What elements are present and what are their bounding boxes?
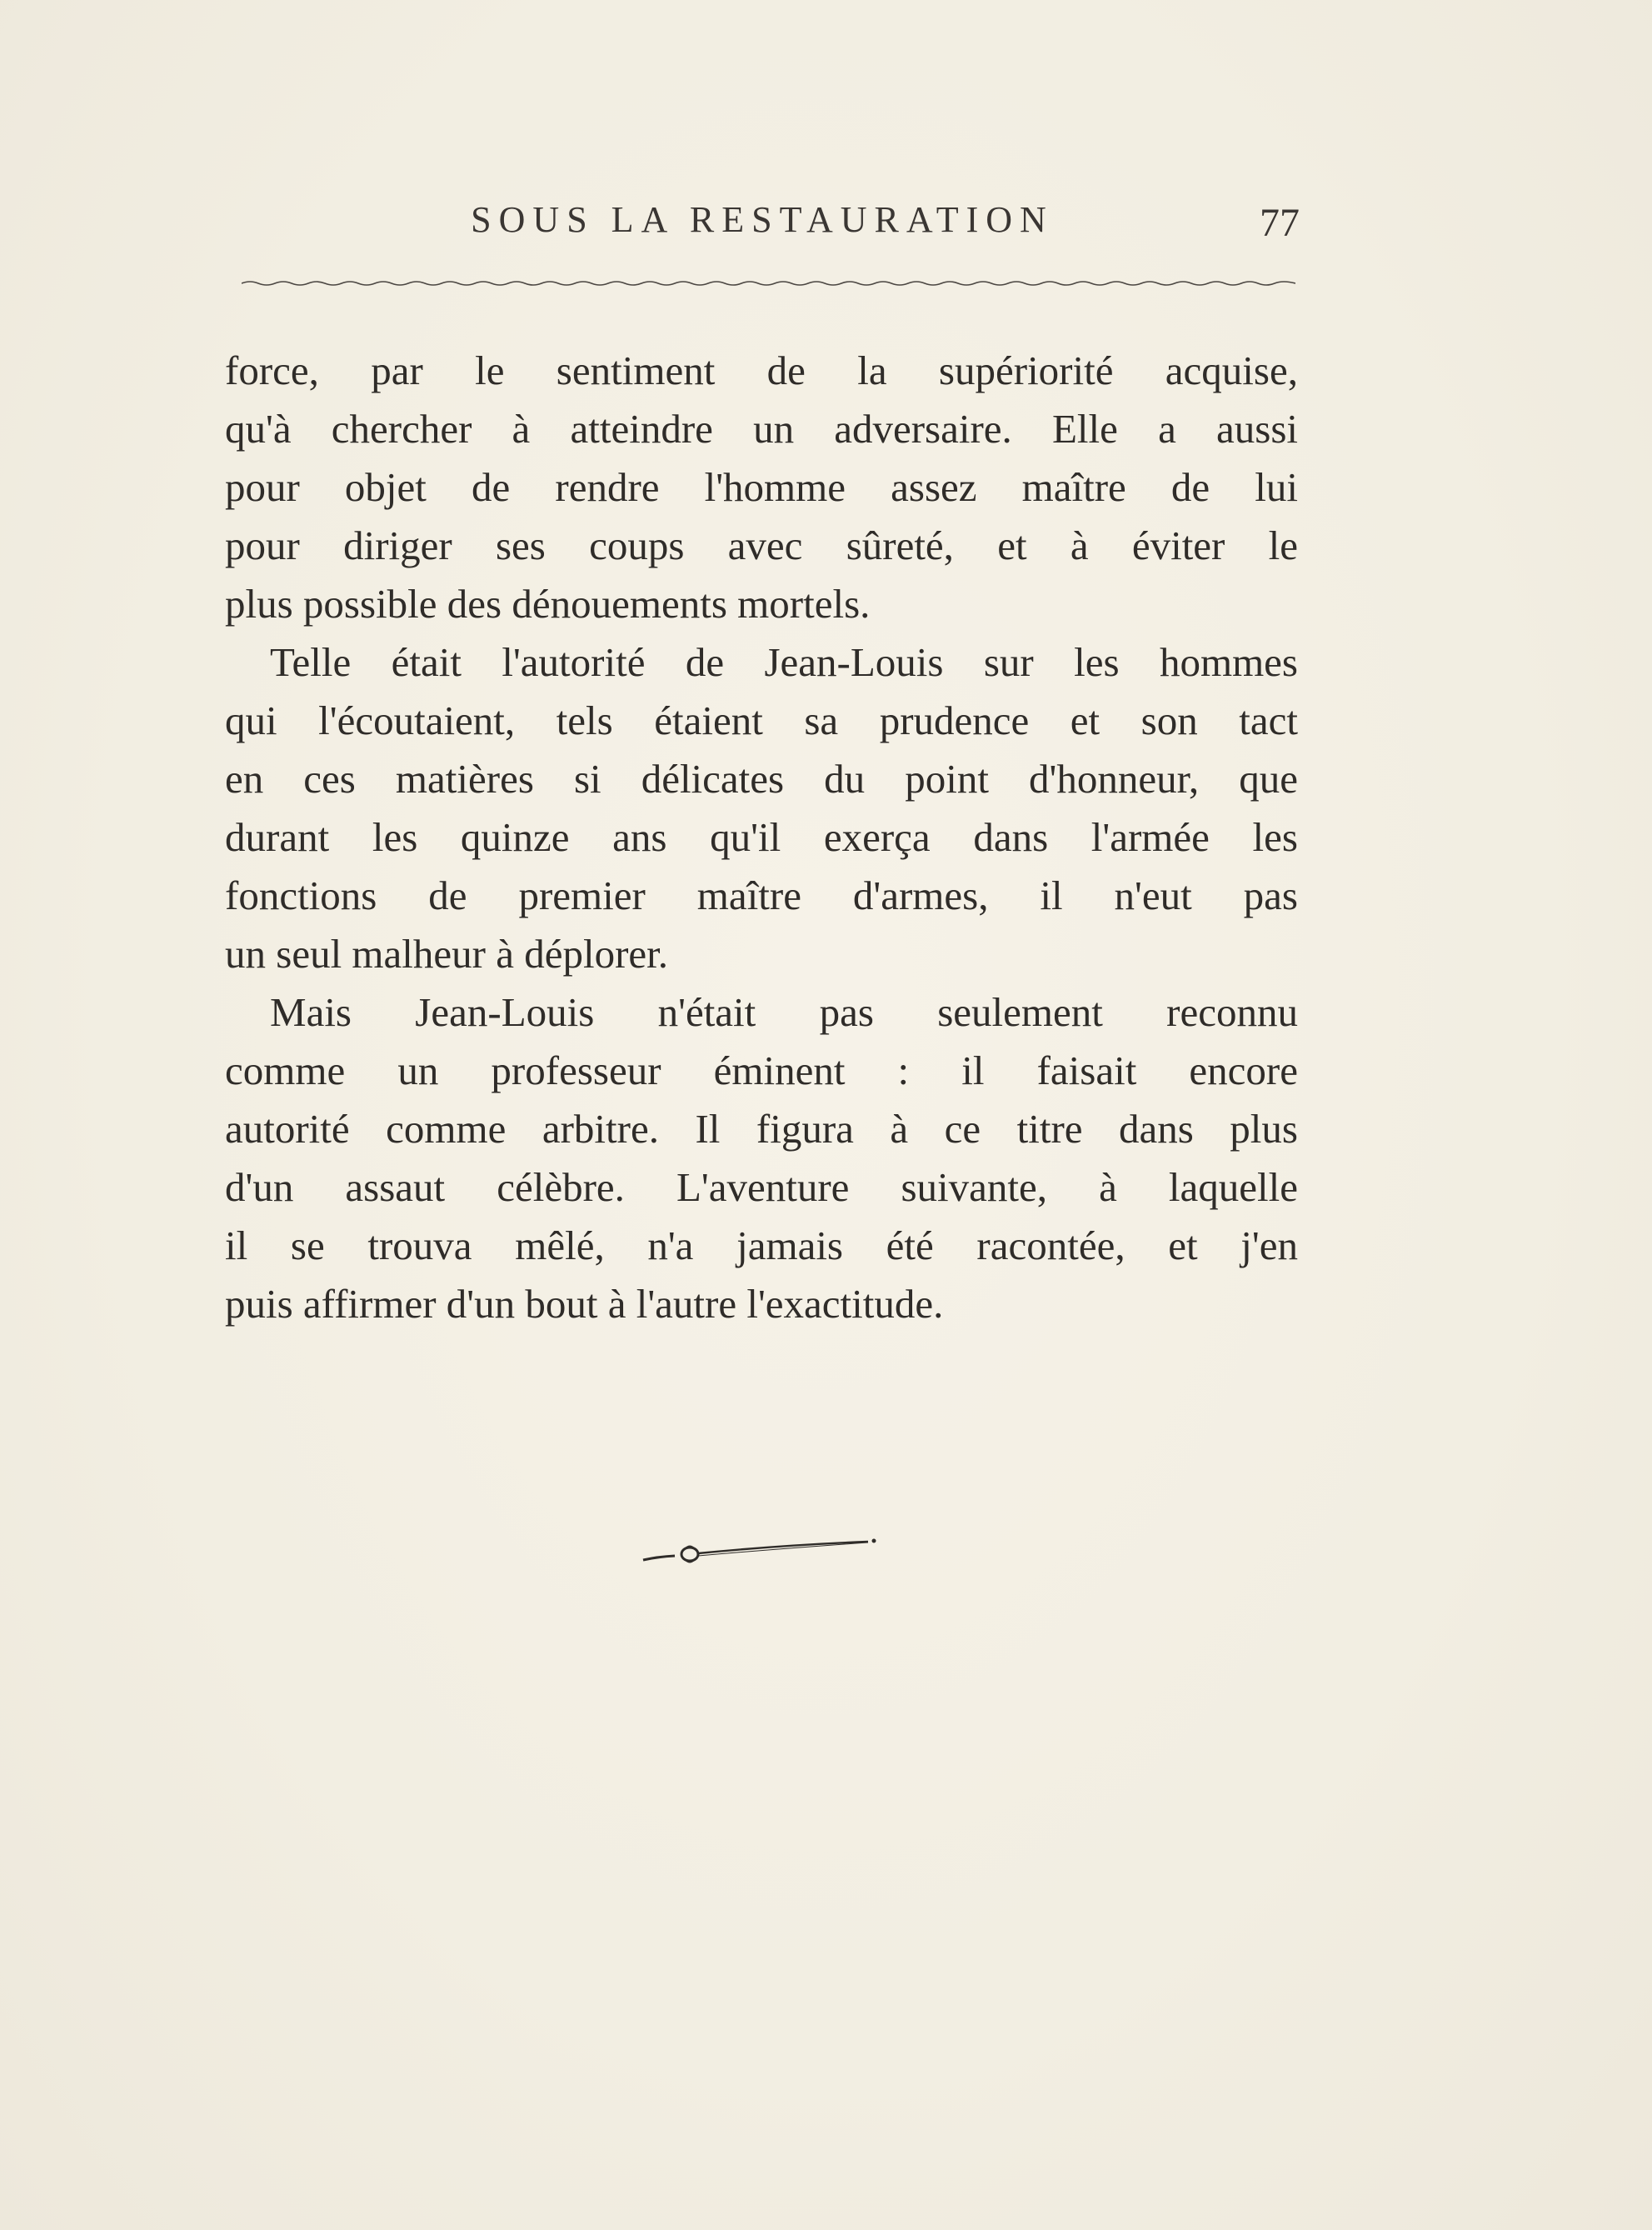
text-line: force, par le sentiment de la supériorité acquise,: [225, 348, 1298, 393]
text-line: Mais Jean-Louis n'était pas seulement reconnu: [270, 989, 1298, 1035]
tailpiece-ornament-icon: [641, 1532, 883, 1573]
page-number: 77: [1260, 201, 1300, 245]
text-line: puis affirmer d'un bout à l'autre l'exactitude.: [225, 1281, 944, 1327]
text-line: d'un assaut célèbre. L'aventure suivante, à laquelle: [225, 1164, 1298, 1210]
paragraph-1: [225, 342, 1298, 633]
text-line: fonctions de premier maître d'armes, il n'eut pas: [225, 872, 1298, 918]
body-text: [225, 342, 1298, 1333]
text-line: plus possible des dénouements mortels.: [225, 581, 871, 627]
text-line: qui l'écoutaient, tels étaient sa prudence et son tact: [225, 698, 1298, 743]
running-head: [225, 198, 1300, 257]
text-line: pour diriger ses coups avec sûreté, et à éviter le: [225, 522, 1298, 568]
text-line: durant les quinze ans qu'il exerça dans l'armée les: [225, 814, 1298, 860]
text-line: Telle était l'autorité de Jean-Louis sur les hommes: [270, 639, 1298, 685]
text-line: pour objet de rendre l'homme assez maître de lui: [225, 464, 1298, 510]
text-line: il se trouva mêlé, n'a jamais été racontée, et j'en: [225, 1222, 1298, 1268]
wavy-rule-icon: [242, 278, 1295, 288]
text-line: autorité comme arbitre. Il figura à ce titre dans plus: [225, 1106, 1298, 1152]
paragraph-3: [225, 983, 1298, 1333]
running-title: SOUS LA RESTAURATION: [471, 199, 1054, 240]
text-line: un seul malheur à déplorer.: [225, 931, 669, 977]
text-line: comme un professeur éminent : il faisait encore: [225, 1048, 1298, 1093]
text-line: qu'à chercher à atteindre un adversaire. Elle a aussi: [225, 406, 1298, 452]
text-line: en ces matières si délicates du point d'honneur, que: [225, 756, 1298, 802]
paragraph-2: [225, 633, 1298, 983]
